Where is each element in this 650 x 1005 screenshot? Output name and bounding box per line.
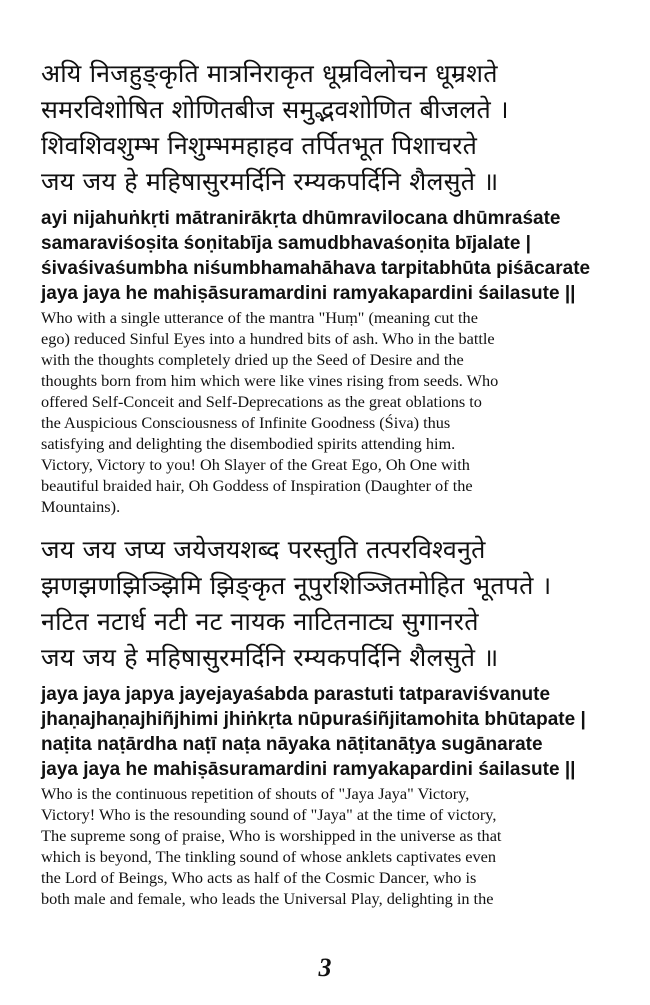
translation-line: both male and female, who leads the Universal Play, delighting in the [41, 889, 494, 908]
translation-line: which is beyond, The tinkling sound of whose anklets captivates even [41, 847, 497, 866]
transliteration-line: samaraviśoṣita śoṇitabīja samudbhavaśoṇita bījalate | [41, 233, 532, 254]
devanagari-line: शिवशिवशुम्भ निशुम्भमहाहव तर्पितभूत पिशाचरते [41, 131, 478, 160]
translation-line: Victory! Who is the resounding sound of "Jaya" at the time of victory, [41, 805, 497, 824]
translation-line: ego) reduced Sinful Eyes into a hundred bits of ash. Who in the battle [41, 329, 495, 348]
transliteration-line: ayi nijahuṅkṛti mātranirākṛta dhūmravilocana dhūmraśate [41, 208, 561, 229]
devanagari-line: जय जय हे महिषासुरमर्दिनि रम्यकपर्दिनि शैलसुते ॥ [41, 167, 499, 196]
transliteration-line: jaya jaya he mahiṣāsuramardini ramyakapardini śailasute || [41, 759, 576, 780]
devanagari-line: समरविशोषित शोणितबीज समुद्भवशोणित बीजलते । [41, 95, 509, 124]
devanagari-line: जय जय हे महिषासुरमर्दिनि रम्यकपर्दिनि शैलसुते ॥ [41, 643, 499, 672]
translation-line: the Auspicious Consciousness of Infinite Goodness (Śiva) thus [41, 413, 451, 432]
translation-line: offered Self-Conceit and Self-Deprecations as the great oblations to [41, 392, 482, 411]
verse-2-transliteration [41, 682, 626, 782]
verse-2-devanagari [41, 532, 626, 676]
verse-1-translation [41, 307, 626, 517]
transliteration-line: jaya jaya japya jayejayaśabda parastuti tatparaviśvanute [41, 684, 551, 705]
verse-1-devanagari [41, 56, 626, 200]
translation-line: Who is the continuous repetition of shouts of "Jaya Jaya" Victory, [41, 784, 470, 803]
verse-2 [41, 532, 626, 909]
translation-line: with the thoughts completely dried up the Seed of Desire and the [41, 350, 464, 369]
transliteration-line: naṭita naṭārdha naṭī naṭa nāyaka nāṭitanāṭya sugānarate [41, 734, 543, 755]
devanagari-line: झणझणझिञ्झिमि झिङ्कृत नूपुरशिञ्जितमोहित भूतपते । [41, 571, 552, 600]
verse-1-transliteration [41, 206, 626, 306]
transliteration-line: jhaṇajhaṇajhiñjhimi jhiṅkṛta nūpuraśiñjitamohita bhūtapate | [41, 709, 586, 730]
devanagari-line: अयि निजहुङ्कृति मात्रनिराकृत धूम्रविलोचन धूम्रशते [41, 59, 498, 88]
page-number: 3 [318, 953, 332, 982]
devanagari-line: जय जय जप्य जयेजयशब्द परस्तुति तत्परविश्वनुते [41, 535, 486, 564]
translation-line: Victory, Victory to you! Oh Slayer of the Great Ego, Oh One with [41, 455, 470, 474]
transliteration-line: śivaśivaśumbha niśumbhamahāhava tarpitabhūta piśācarate [41, 258, 591, 279]
translation-line: The supreme song of praise, Who is worshipped in the universe as that [41, 826, 502, 845]
translation-line: satisfying and delighting the disembodied spirits attending him. [41, 434, 456, 453]
transliteration-line: jaya jaya he mahiṣāsuramardini ramyakapardini śailasute || [41, 283, 576, 304]
verse-2-translation [41, 783, 626, 909]
translation-line: Mountains). [41, 497, 121, 516]
verse-1 [41, 56, 626, 517]
translation-line: the Lord of Beings, Who acts as half of the Cosmic Dancer, who is [41, 868, 477, 887]
translation-line: thoughts born from him which were like vines rising from seeds. Who [41, 371, 499, 390]
page-content [41, 56, 626, 909]
translation-line: Who with a single utterance of the mantra "Huṃ" (meaning cut the [41, 308, 478, 327]
translation-line: beautiful braided hair, Oh Goddess of Inspiration (Daughter of the [41, 476, 473, 495]
devanagari-line: नटित नटार्ध नटी नट नायक नाटितनाट्य सुगानरते [41, 607, 479, 636]
